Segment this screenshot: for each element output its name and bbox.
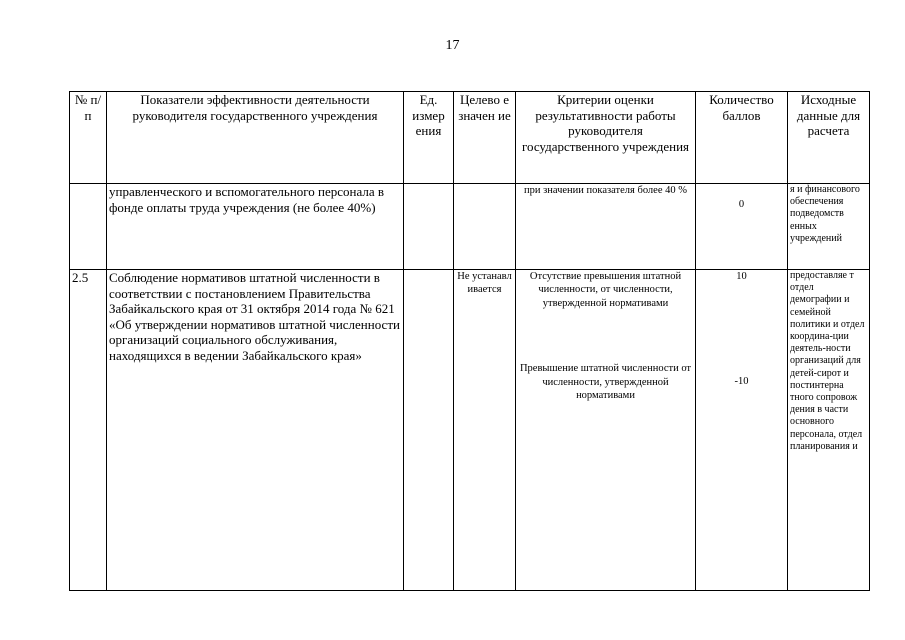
indicator-text: Соблюдение нормативов штатной численности в соответствии с постановлением Правительства Забайкальского края от 31 октября 2014 года № 621 «Об утверждении нормативов штатной численности организаций социального обслуживания, находящихся в ведении Забайкальского края» (107, 270, 404, 591)
points-spacer (698, 283, 785, 375)
criteria-text: при значении показателя более 40 % (516, 184, 696, 270)
header-points: Количество баллов (696, 92, 788, 184)
row-number: 2.5 (70, 270, 107, 591)
points-value-excess: -10 (734, 376, 749, 388)
points-cell (696, 270, 788, 591)
target-cell (454, 184, 516, 270)
criteria-spacer (518, 310, 693, 362)
indicator-text: управленческого и вспомогательного персонала в фонде оплаты труда учреждения (не более 40%) (107, 184, 404, 270)
header-number: № п/п (70, 92, 107, 184)
criteria-text-no-excess: Отсутствие превышения штатной численности, от численности, утвержденной нормативами (529, 271, 682, 309)
table-row (70, 184, 870, 270)
row-number (70, 184, 107, 270)
header-target-value: Целево е значен ие (454, 92, 516, 184)
target-text: Не устанавл ивается (454, 270, 516, 591)
table-header-row (70, 92, 870, 184)
header-criteria: Критерии оценки результативности работы руководителя государственного учреждения (516, 92, 696, 184)
page-number: 17 (445, 38, 460, 53)
table-row (70, 270, 870, 591)
header-unit: Ед. измер ения (404, 92, 454, 184)
indicators-table (69, 91, 870, 591)
unit-cell (404, 184, 454, 270)
unit-cell (404, 270, 454, 591)
header-source-data: Исходные данные для расчета (788, 92, 870, 184)
points-value-no-excess: 10 (736, 271, 747, 282)
criteria-cell (516, 270, 696, 591)
header-indicator: Показатели эффективности деятельности руководителя государственного учреждения (107, 92, 404, 184)
criteria-text-excess: Превышение штатной численности от численности, утвержденной нормативами (519, 363, 692, 402)
points-value: 0 (696, 184, 788, 270)
source-text: я и финансового обеспечения подведомств енных учреждений (788, 184, 870, 270)
source-text: предоставляе т отдел демографии и семейной политики и отдел координа-ции деятель-ности организаций для детей-сирот и постинтерна тного сопровож дения в части основного персонала, отдел планирования и (788, 270, 870, 591)
